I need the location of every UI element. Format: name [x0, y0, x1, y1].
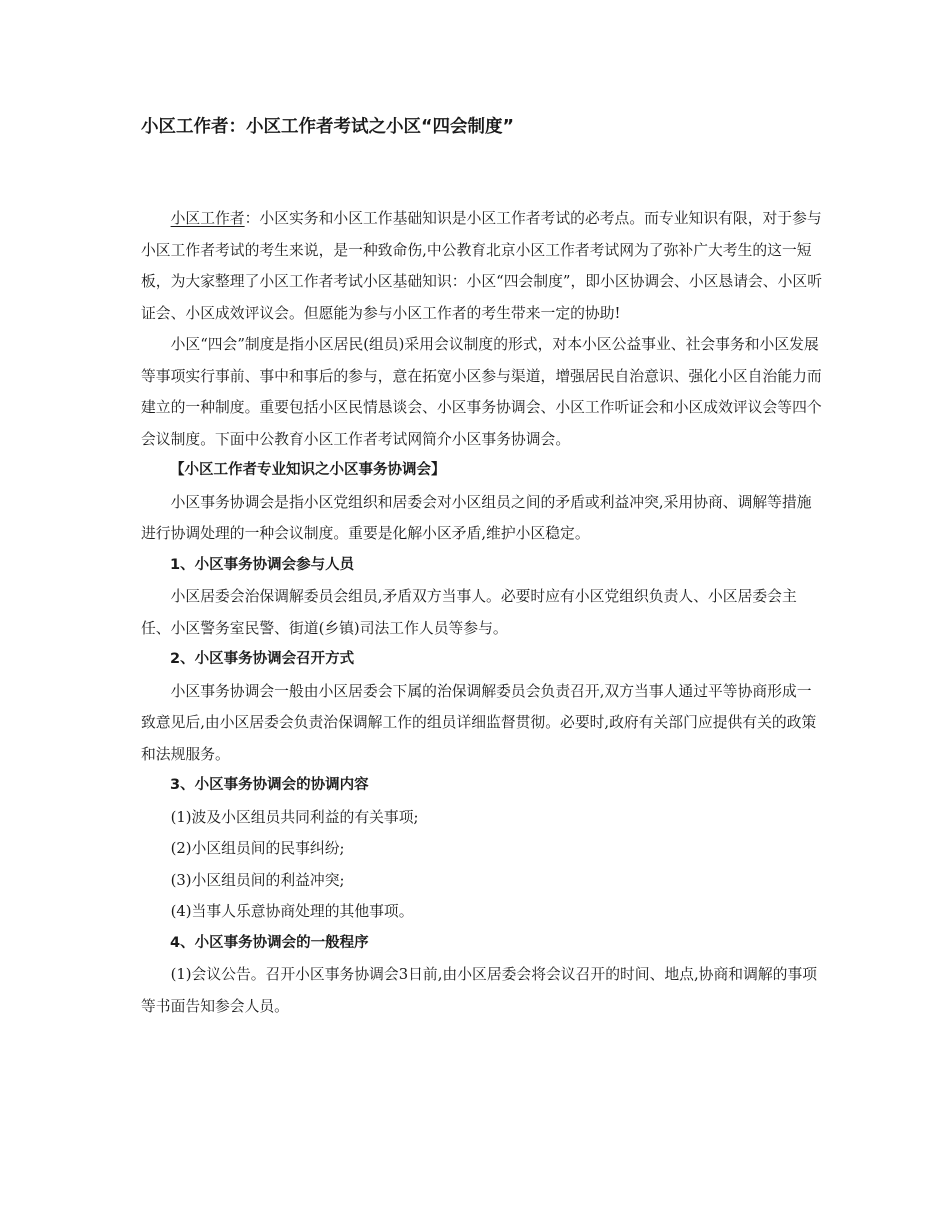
intro-keyword-link[interactable]: 小区工作者 — [170, 210, 245, 227]
heading-procedure: 4、小区事务协调会的一般程序 — [170, 934, 369, 951]
intro-colon: ： — [244, 210, 260, 227]
four-meetings-paragraph: 小区“四会”制度是指小区居民(组员)采用会议制度的形式，对本小区公益事业、社会事务和小区发展等事项实行事前、事中和事后的参与，意在拓宽小区参与渠道，增强居民自治意识、强化小区自治能力而建立的一种制度。重要包括小区民情恳谈会、小区事务协调会、小区工作听证会和小区成效评议会等四个会议制度。下面中公教育小区工作者考试网简介小区事务协调会。 — [141, 336, 822, 448]
content-item-4: (4)当事人乐意协商处理的其他事项。 — [170, 903, 414, 920]
document-title: 小区工作者：小区工作者考试之小区“四会制度” — [141, 117, 515, 137]
heading-content: 3、小区事务协调会的协调内容 — [170, 777, 369, 793]
heading-convening-method: 2、小区事务协调会召开方式 — [170, 651, 355, 667]
content-item-3: (3)小区组员间的利益冲突; — [170, 871, 345, 889]
heading-participants: 1、小区事务协调会参与人员 — [170, 556, 355, 573]
intro-text: 小区实务和小区工作基础知识是小区工作者考试的必考点。而专业知识有限，对于参与小区工作者考试的考生来说，是一种致命伤,中公教育北京小区工作者考试网为了弥补广大考生的这一短板，为大家整理了小区工作者考试小区基础知识：小区“四会制度”，即小区协调会、小区恳请会、小区听证会、小区成效评议会。但愿能为参与小区工作者的考生带来一定的协助! — [141, 210, 822, 322]
section-heading: 【小区工作者专业知识之小区事务协调会】 — [170, 462, 446, 478]
participants-paragraph: 小区居委会治保调解委员会组员,矛盾双方当事人。必要时应有小区党组织负责人、小区居委会主任、小区警务室民警、街道(乡镇)司法工作人员等参与。 — [141, 588, 797, 637]
content-item-2: (2)小区组员间的民事纠纷; — [170, 840, 345, 857]
procedure-step-1-paragraph: (1)会议公告。召开小区事务协调会3日前,由小区居委会将会议召开的时间、地点,协商和调解的事项等书面告知参会人员。 — [141, 966, 818, 1015]
document-body — [141, 203, 823, 1022]
coordination-definition-paragraph: 小区事务协调会是指小区党组织和居委会对小区组员之间的矛盾或利益冲突,采用协商、调解等措施进行协调处理的一种会议制度。重要是化解小区矛盾,维护小区稳定。 — [141, 493, 812, 542]
intro-paragraph — [141, 203, 823, 329]
content-item-1: (1)波及小区组员共同利益的有关事项; — [170, 808, 419, 826]
convening-method-paragraph: 小区事务协调会一般由小区居委会下属的治保调解委员会负责召开,双方当事人通过平等协商形成一致意见后,由小区居委会负责治保调解工作的组员详细监督贯彻。必要时,政府有关部门应提供有关的政策和法规服务。 — [141, 682, 817, 763]
